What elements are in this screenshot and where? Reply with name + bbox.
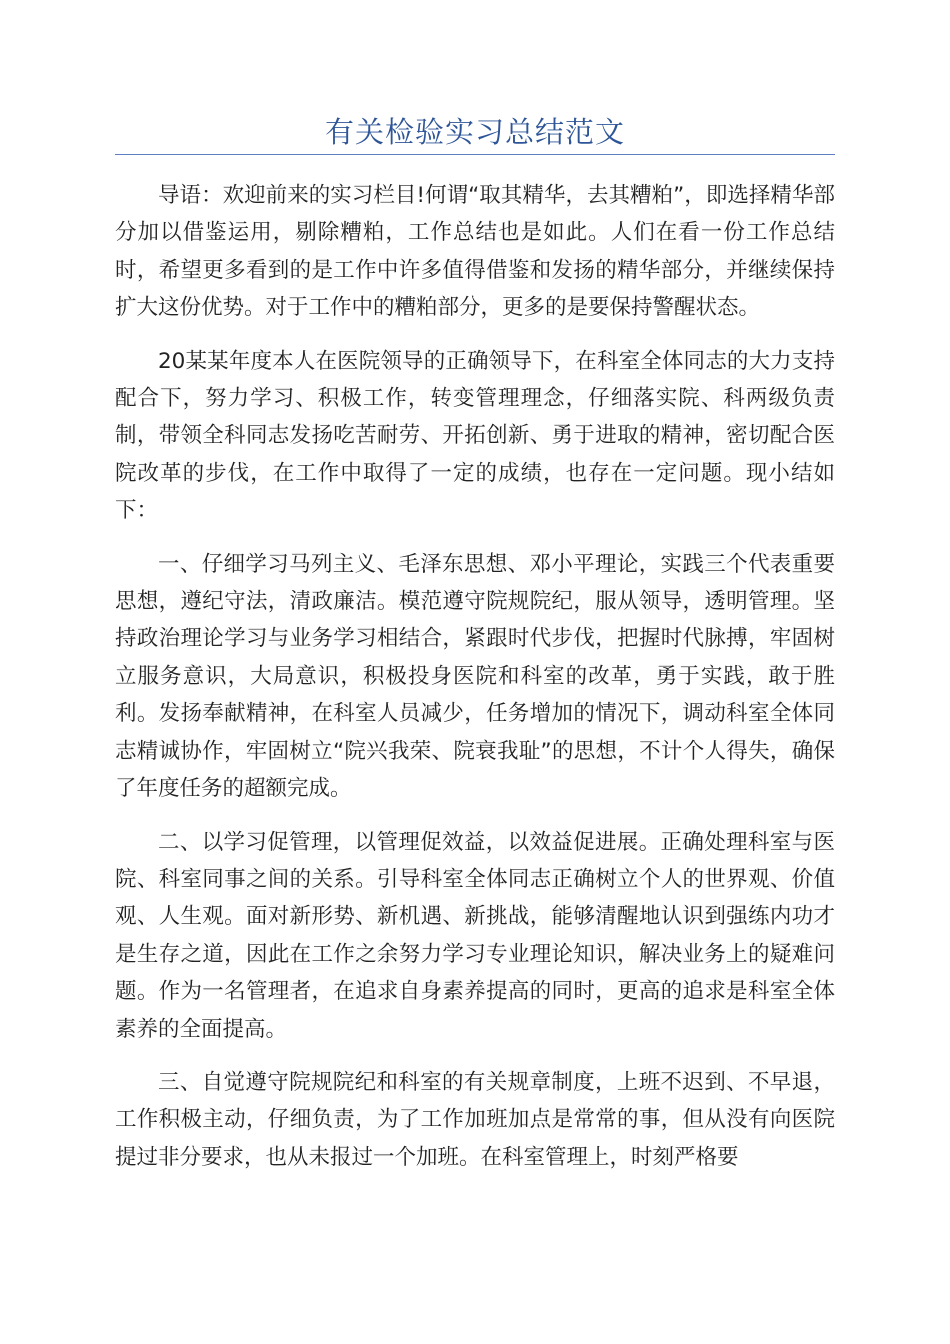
paragraph-overview: 20某某年度本人在医院领导的正确领导下，在科室全体同志的大力支持配合下，努力学习、积极工作，转变管理理念，仔细落实院、科两级负责制，带领全科同志发扬吃苦耐劳、开拓创新、勇于进取的精神，密切配合医院改革的步伐，在工作中取得了一定的成绩，也存在一定问题。现小结如下： bbox=[115, 348, 835, 524]
title-underline bbox=[115, 154, 835, 155]
paragraph-point-two: 二、以学习促管理，以管理促效益，以效益促进展。正确处理科室与医院、科室同事之间的关系。引导科室全体同志正确树立个人的世界观、价值观、人生观。面对新形势、新机遇、新挑战，能够清醒地认识到强练内功才是生存之道，因此在工作之余努力学习专业理论知识，解决业务上的疑难问题。作为一名管理者，在追求自身素养提高的同时，更高的追求是科室全体素养的全面提高。 bbox=[115, 829, 835, 1042]
paragraph-intro: 导语：欢迎前来的实习栏目!何谓“取其精华，去其糟粕”，即选择精华部分加以借鉴运用，剔除糟粕，工作总结也是如此。人们在看一份工作总结时，希望更多看到的是工作中许多值得借鉴和发扬的精华部分，并继续保持扩大这份优势。对于工作中的糟粕部分，更多的是要保持警醒状态。 bbox=[115, 183, 835, 321]
paragraph-point-three: 三、自觉遵守院规院纪和科室的有关规章制度，上班不迟到、不早退，工作积极主动，仔细负责，为了工作加班加点是常常的事，但从没有向医院提过非分要求，也从未报过一个加班。在科室管理上，时刻严格要 bbox=[115, 1069, 835, 1170]
document-title: 有关检验实习总结范文 bbox=[324, 115, 625, 149]
paragraph-point-one: 一、仔细学习马列主义、毛泽东思想、邓小平理论，实践三个代表重要思想，遵纪守法，清政廉洁。模范遵守院规院纪，服从领导，透明管理。坚持政治理论学习与业务学习相结合，紧跟时代步伐，把握时代脉搏，牢固树立服务意识，大局意识，积极投身医院和科室的改革，勇于实践，敢于胜利。发扬奉献精神，在科室人员减少，任务增加的情况下，调动科室全体同志精诚协作，牢固树立“院兴我荣、院衰我耻”的思想，不计个人得失，确保了年度任务的超额完成。 bbox=[115, 551, 835, 802]
document-body bbox=[115, 177, 835, 1192]
